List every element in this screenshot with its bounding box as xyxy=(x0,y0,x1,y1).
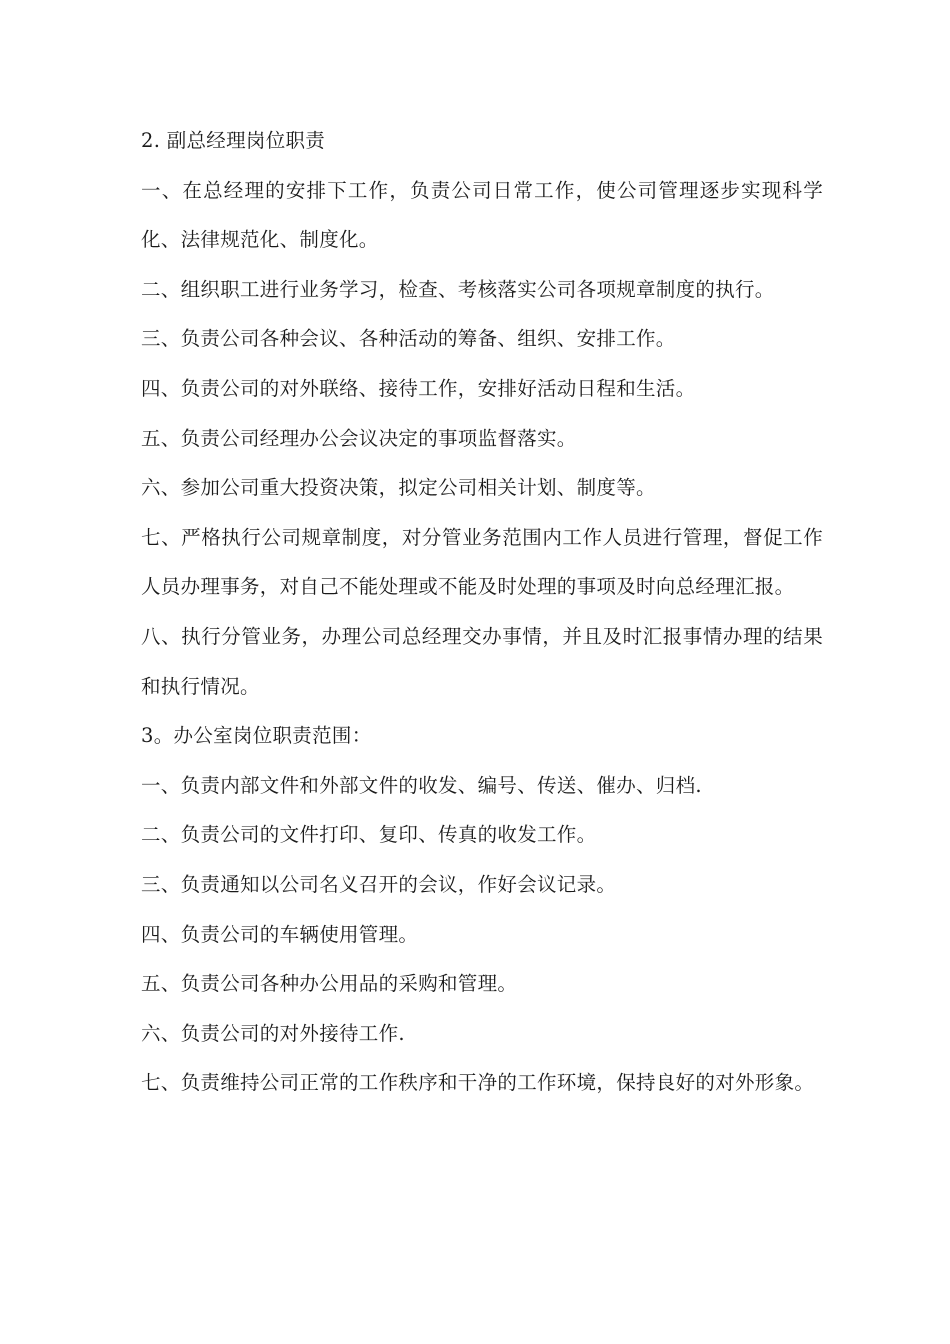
paragraph-item: 二、组织职工进行业务学习，检查、考核落实公司各项规章制度的执行。 xyxy=(141,277,775,301)
paragraph-item: 六、参加公司重大投资决策，拟定公司相关计划、制度等。 xyxy=(141,476,656,500)
document-body xyxy=(141,116,823,1108)
section-heading-office: 3。办公室岗位职责范围： xyxy=(141,724,372,748)
paragraph-item: 五、负责公司各种办公用品的采购和管理。 xyxy=(141,972,518,996)
paragraph-item: 四、负责公司的对外联络、接待工作，安排好活动日程和生活。 xyxy=(141,376,696,400)
paragraph-item: 二、负责公司的文件打印、复印、传真的收发工作。 xyxy=(141,823,597,847)
paragraph-item: 六、负责公司的对外接待工作. xyxy=(141,1021,405,1045)
paragraph-item: 三、负责通知以公司名义召开的会议，作好会议记录。 xyxy=(141,872,617,896)
paragraph-item: 一、负责内部文件和外部文件的收发、编号、传送、催办、归档. xyxy=(141,773,702,797)
paragraph-item: 四、负责公司的车辆使用管理。 xyxy=(141,922,419,946)
paragraph-item: 七、负责维持公司正常的工作秩序和干净的工作环境，保持良好的对外形象。 xyxy=(141,1071,815,1095)
paragraph-item: 三、负责公司各种会议、各种活动的筹备、组织、安排工作。 xyxy=(141,327,676,351)
paragraph-item: 八、执行分管业务，办理公司总经理交办事情，并且及时汇报事情办理的结果和执行情况。 xyxy=(141,624,823,698)
paragraph-item: 五、负责公司经理办公会议决定的事项监督落实。 xyxy=(141,426,577,450)
section-heading-deputy-gm: 2. 副总经理岗位职责 xyxy=(141,129,326,152)
paragraph-item: 七、严格执行公司规章制度，对分管业务范围内工作人员进行管理，督促工作人员办理事务，对自己不能处理或不能及时处理的事项及时向总经理汇报。 xyxy=(141,525,823,599)
paragraph-item: 一、在总经理的安排下工作，负责公司日常工作，使公司管理逐步实现科学化、法律规范化、制度化。 xyxy=(141,178,823,252)
